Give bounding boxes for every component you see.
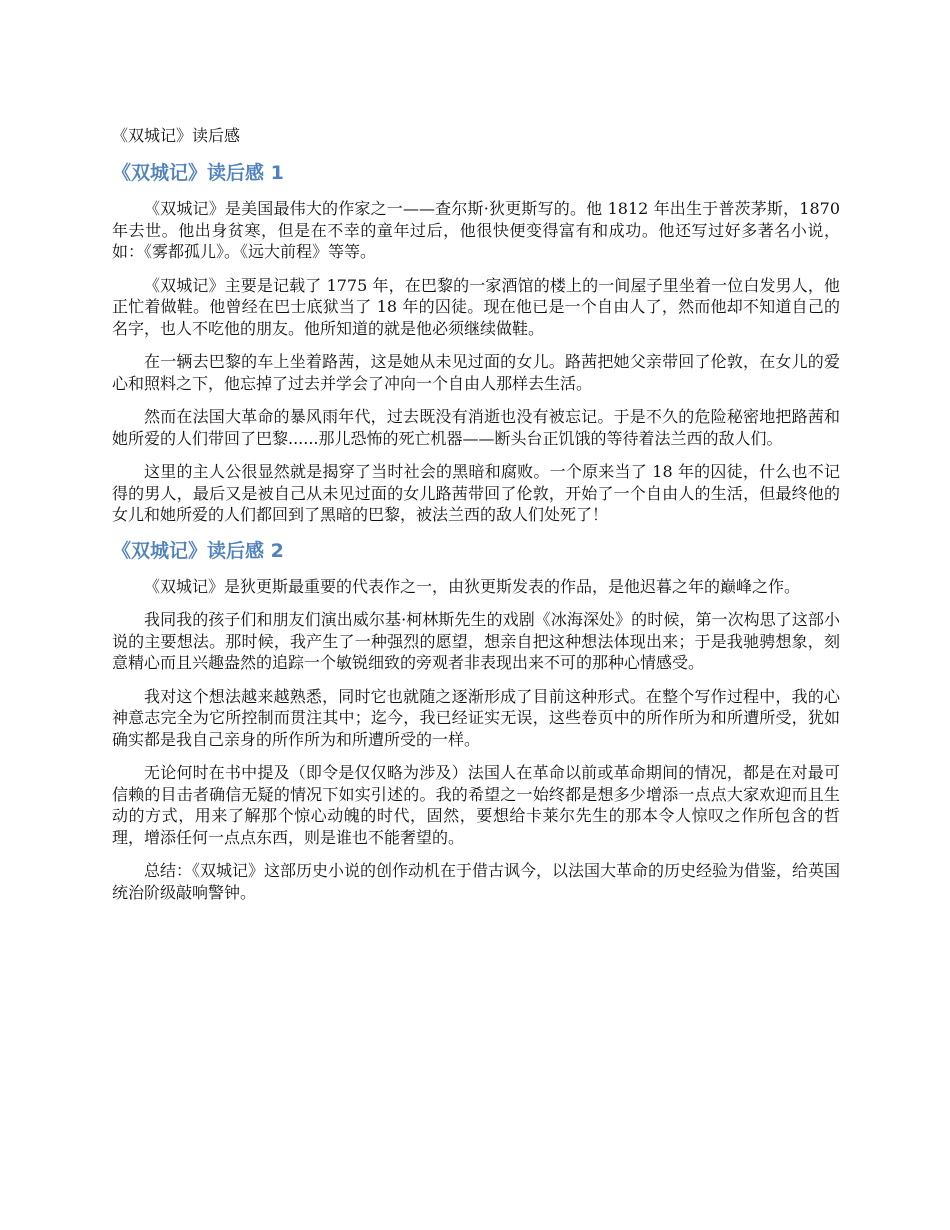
summary-paragraph: 总结：《双城记》这部历史小说的创作动机在于借古讽今，以法国大革命的历史经验为借鉴，给英国统治阶级敲响警钟。 <box>112 861 841 902</box>
paragraph: 然而在法国大革命的暴风雨年代，过去既没有消逝也没有被忘记。于是不久的危险秘密地把路茜和她所爱的人们带回了巴黎......那儿恐怖的死亡机器——断头台正饥饿的等待着法兰西的敌人们。 <box>112 407 840 448</box>
paragraph: 我对这个想法越来越熟悉，同时它也就随之逐渐形成了目前这种形式。在整个写作过程中，我的心神意志完全为它所控制而贯注其中；迄今，我已经证实无误，这些卷页中的所作所为和所遭所受，犹如确实都是我自己亲身的所作所为和所遭所受的一样。 <box>112 686 840 749</box>
paragraph: 《双城记》是美国最伟大的作家之一——查尔斯·狄更斯写的。他 1812 年出生于普茨茅斯，1870 年去世。他出身贫寒，但是在不幸的童年过后，他很快便变得富有和成功。他还写过好多著名小说，如：《雾都孤儿》。《远大前程》等等。 <box>112 199 840 261</box>
essay-section-1 <box>112 160 840 526</box>
section-heading: 《双城记》读后感 2 <box>112 539 284 562</box>
paragraph: 无论何时在书中提及（即令是仅仅略为涉及）法国人在革命以前或革命期间的情况，都是在对最可信赖的目击者确信无疑的情况下如实引述的。我的希望之一始终都是想多少增添一点点大家欢迎而且生动的方式，用来了解那个惊心动魄的时代，固然，要想给卡莱尔先生的那本令人惊叹之作所包含的哲理，增添任何一点点东西，则是谁也不能奢望的。 <box>112 763 840 847</box>
document-page <box>112 124 840 915</box>
section-heading: 《双城记》读后感 1 <box>112 162 284 184</box>
paragraph: 我同我的孩子们和朋友们演出威尔基·柯林斯先生的戏剧《冰海深处》的时候，第一次构思了这部小说的主要想法。那时候，我产生了一种强烈的愿望，想亲自把这种想法体现出来；于是我驰骋想象，刻意精心而且兴趣盎然的追踪一个敏锐细致的旁观者非表现出来不可的那种心情感受。 <box>112 610 840 672</box>
paragraph: 《双城记》主要是记载了 1775 年，在巴黎的一家酒馆的楼上的一间屋子里坐着一位白发男人，他正忙着做鞋。他曾经在巴士底狱当了 18 年的囚徒。现在他已是一个自由人了，然而他却不知道自己的名字，也人不吃他的朋友。他所知道的就是他必须继续做鞋。 <box>112 275 840 338</box>
paragraph: 这里的主人公很显然就是揭穿了当时社会的黑暗和腐败。一个原来当了 18 年的囚徒，什么也不记得的男人，最后又是被自己从未见过面的女儿路茜带回了伦敦，开始了一个自由人的生活，但最终他的女儿和她所爱的人们都回到了黑暗的巴黎，被法兰西的敌人们处死了！ <box>112 462 840 524</box>
essay-section-2 <box>112 538 840 904</box>
paragraph: 在一辆去巴黎的车上坐着路茜，这是她从未见过面的女儿。路茜把她父亲带回了伦敦，在女儿的爱心和照料之下，他忘掉了过去并学会了冲向一个自由人那样去生活。 <box>112 352 840 393</box>
paragraph: 《双城记》是狄更斯最重要的代表作之一，由狄更斯发表的作品，是他迟暮之年的巅峰之作。 <box>144 576 801 596</box>
document-title: 《双城记》读后感 <box>112 126 241 145</box>
